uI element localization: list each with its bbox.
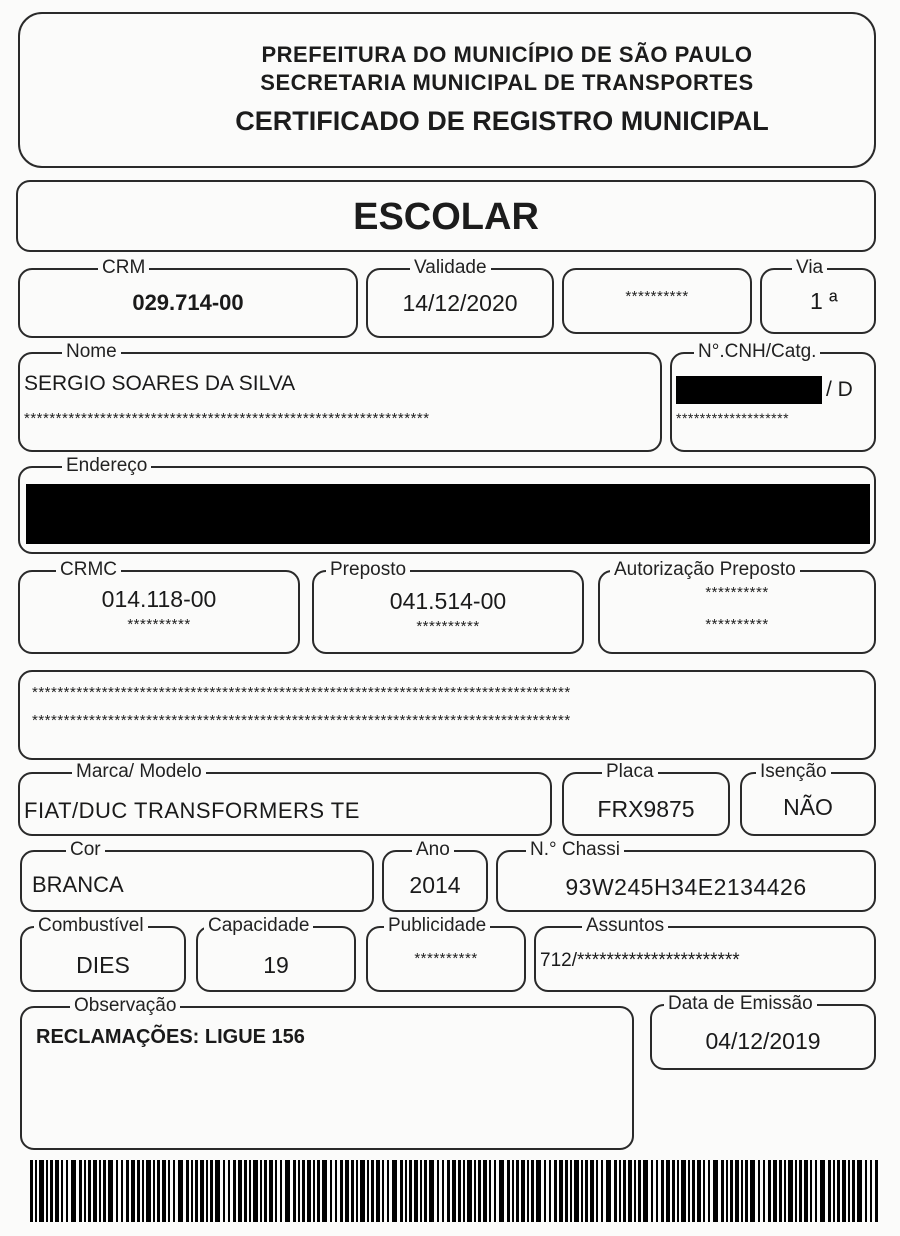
- barcode-bar: [527, 1160, 529, 1222]
- isencao-label: Isenção: [756, 762, 831, 782]
- emissao-value: 04/12/2019: [705, 1028, 821, 1054]
- barcode-bar: [677, 1160, 679, 1222]
- barcode-bar: [768, 1160, 771, 1222]
- barcode-bar: [463, 1160, 465, 1222]
- barcode-bar: [758, 1160, 760, 1222]
- cnh-label: N°.CNH/Catg.: [694, 342, 820, 362]
- publicidade-label: Publicidade: [384, 916, 490, 936]
- barcode-bar: [531, 1160, 534, 1222]
- nome-value: SERGIO SOARES DA SILVA: [24, 372, 296, 395]
- placa-field: [562, 761, 730, 836]
- barcode-bar: [601, 1160, 603, 1222]
- assuntos-value: 712/**********************: [540, 950, 740, 971]
- barcode-bar: [494, 1160, 496, 1222]
- observacao-label: Observação: [70, 996, 180, 1016]
- chassi-value: 93W245H34E2134426: [565, 874, 807, 900]
- barcode-bar: [721, 1160, 724, 1222]
- combustivel-field: [20, 915, 186, 992]
- barcode-bar: [574, 1160, 579, 1222]
- validade-label: Validade: [410, 258, 491, 278]
- endereco-field: [18, 455, 876, 554]
- barcode-bar: [162, 1160, 166, 1222]
- barcode-bar: [142, 1160, 144, 1222]
- barcode-bar: [784, 1160, 786, 1222]
- barcode-bar: [371, 1160, 374, 1222]
- barcode-bar: [745, 1160, 748, 1222]
- barcode-bar: [244, 1160, 247, 1222]
- barcode-bar: [581, 1160, 583, 1222]
- barcode-bar: [206, 1160, 208, 1222]
- nome-stars: ****************************************************************: [24, 410, 430, 427]
- cor-value: BRANCA: [32, 872, 124, 897]
- preposto-stars: **********: [416, 618, 480, 635]
- barcode-bar: [467, 1160, 472, 1222]
- barcode-bar: [536, 1160, 541, 1222]
- barcode-bar: [146, 1160, 151, 1222]
- barcode-bar: [99, 1160, 101, 1222]
- barcode-bar: [559, 1160, 563, 1222]
- barcode-bar: [351, 1160, 354, 1222]
- barcode-bar: [269, 1160, 273, 1222]
- crm-field: [18, 257, 358, 338]
- combustivel-value: DIES: [76, 952, 130, 978]
- barcode-bar: [833, 1160, 835, 1222]
- ano-value: 2014: [409, 872, 461, 898]
- crm-label: CRM: [98, 258, 149, 278]
- barcode-bar: [458, 1160, 461, 1222]
- via-field: [760, 257, 876, 334]
- header-box: [18, 12, 876, 168]
- emissao-field: [650, 993, 876, 1070]
- barcode-bar: [66, 1160, 68, 1222]
- chassi-field: [496, 839, 876, 912]
- autorizacao-stars-2: **********: [705, 616, 769, 633]
- barcode-bar: [565, 1160, 568, 1222]
- barcode-bar: [376, 1160, 380, 1222]
- barcode-bar: [750, 1160, 755, 1222]
- barcode-bar: [387, 1160, 389, 1222]
- barcode-bar: [634, 1160, 636, 1222]
- isencao-field: [740, 761, 876, 836]
- barcode-bar: [820, 1160, 825, 1222]
- barcode-bar: [875, 1160, 878, 1222]
- barcode: [30, 1160, 882, 1222]
- ano-field: [382, 839, 488, 912]
- preposto-field: [312, 559, 584, 654]
- barcode-bar: [238, 1160, 242, 1222]
- crmc-field: [18, 559, 300, 654]
- barcode-bar: [848, 1160, 850, 1222]
- barcode-bar: [298, 1160, 300, 1222]
- validade-field: [366, 257, 554, 338]
- barcode-bar: [703, 1160, 705, 1222]
- barcode-bar: [837, 1160, 840, 1222]
- barcode-bar: [215, 1160, 220, 1222]
- barcode-bar: [828, 1160, 831, 1222]
- barcode-bar: [499, 1160, 504, 1222]
- barcode-bar: [516, 1160, 519, 1222]
- category-title: ESCOLAR: [353, 196, 539, 238]
- barcode-bar: [103, 1160, 106, 1222]
- observacao-field: [20, 995, 634, 1150]
- barcode-bar: [210, 1160, 213, 1222]
- barcode-bar: [730, 1160, 733, 1222]
- barcode-bar: [313, 1160, 315, 1222]
- barcode-bar: [275, 1160, 277, 1222]
- barcode-bar: [507, 1160, 510, 1222]
- barcode-bar: [870, 1160, 872, 1222]
- barcode-bar: [804, 1160, 808, 1222]
- crmc-stars: **********: [127, 616, 191, 633]
- barcode-bar: [55, 1160, 59, 1222]
- barcode-bar: [131, 1160, 135, 1222]
- barcode-bar: [400, 1160, 403, 1222]
- cnh-number-redacted: [676, 376, 822, 404]
- header-line1: PREFEITURA DO MUNICÍPIO DE SÃO PAULO: [261, 42, 753, 67]
- barcode-bar: [614, 1160, 617, 1222]
- barcode-bar: [264, 1160, 267, 1222]
- notes-field: [18, 670, 876, 760]
- barcode-bar: [681, 1160, 686, 1222]
- barcode-bar: [697, 1160, 701, 1222]
- barcode-bar: [280, 1160, 282, 1222]
- barcode-bar: [191, 1160, 193, 1222]
- nome-label: Nome: [62, 342, 121, 362]
- barcode-bar: [489, 1160, 491, 1222]
- barcode-bar: [437, 1160, 439, 1222]
- barcode-bar: [474, 1160, 476, 1222]
- document-title: CERTIFICADO DE REGISTRO MUNICIPAL: [235, 106, 769, 136]
- barcode-bar: [628, 1160, 632, 1222]
- barcode-bar: [228, 1160, 230, 1222]
- barcode-bar: [414, 1160, 418, 1222]
- barcode-bar: [121, 1160, 123, 1222]
- via-label: Via: [792, 258, 827, 278]
- endereco-label: Endereço: [62, 456, 151, 476]
- header-line2: SECRETARIA MUNICIPAL DE TRANSPORTES: [260, 70, 754, 95]
- assuntos-field: [534, 915, 876, 992]
- barcode-bar: [590, 1160, 594, 1222]
- barcode-bar: [253, 1160, 258, 1222]
- autorizacao-label: Autorização Preposto: [610, 560, 800, 580]
- barcode-bar: [512, 1160, 514, 1222]
- endereco-redacted: [26, 484, 870, 544]
- barcode-bar: [773, 1160, 777, 1222]
- barcode-bar: [570, 1160, 572, 1222]
- placa-value: FRX9875: [597, 796, 695, 822]
- barcode-bar: [35, 1160, 37, 1222]
- capacidade-field: [196, 915, 356, 992]
- cnh-field: [670, 341, 876, 452]
- barcode-bar: [661, 1160, 664, 1222]
- barcode-bar: [61, 1160, 63, 1222]
- barcode-bar: [392, 1160, 397, 1222]
- marca-field: [18, 761, 552, 836]
- barcode-bar: [424, 1160, 427, 1222]
- combustivel-label: Combustível: [34, 916, 148, 936]
- barcode-bar: [483, 1160, 487, 1222]
- barcode-bar: [596, 1160, 598, 1222]
- barcode-bar: [865, 1160, 867, 1222]
- barcode-bar: [39, 1160, 44, 1222]
- cor-label: Cor: [66, 840, 105, 860]
- marca-label: Marca/ Modelo: [72, 762, 206, 782]
- barcode-bar: [795, 1160, 797, 1222]
- barcode-bar: [46, 1160, 48, 1222]
- barcode-bar: [382, 1160, 384, 1222]
- preposto-label: Preposto: [326, 560, 410, 580]
- barcode-bar: [360, 1160, 365, 1222]
- barcode-bar: [651, 1160, 653, 1222]
- nome-field: [18, 341, 662, 452]
- barcode-bar: [521, 1160, 525, 1222]
- isencao-value: NÃO: [783, 794, 833, 820]
- barcode-bar: [447, 1160, 450, 1222]
- notes-line-1: *************************************************************************************: [32, 684, 571, 701]
- barcode-bar: [852, 1160, 855, 1222]
- barcode-bar: [153, 1160, 155, 1222]
- barcode-bar: [544, 1160, 546, 1222]
- barcode-bar: [233, 1160, 236, 1222]
- barcode-bar: [478, 1160, 481, 1222]
- masked-value: **********: [625, 288, 689, 305]
- barcode-bar: [857, 1160, 862, 1222]
- barcode-bar: [799, 1160, 802, 1222]
- barcode-bar: [713, 1160, 718, 1222]
- barcode-bar: [71, 1160, 76, 1222]
- autorizacao-stars-1: **********: [705, 584, 769, 601]
- barcode-bar: [356, 1160, 358, 1222]
- via-value: 1 ª: [810, 288, 838, 314]
- barcode-bar: [195, 1160, 198, 1222]
- barcode-bar: [178, 1160, 183, 1222]
- barcode-bar: [157, 1160, 160, 1222]
- barcode-bar: [619, 1160, 621, 1222]
- barcode-bar: [815, 1160, 817, 1222]
- barcode-bar: [200, 1160, 204, 1222]
- barcode-bar: [405, 1160, 407, 1222]
- barcode-bar: [126, 1160, 129, 1222]
- barcode-bar: [88, 1160, 91, 1222]
- publicidade-field: [366, 915, 526, 992]
- chassi-label: N.° Chassi: [526, 840, 624, 860]
- preposto-value: 041.514-00: [389, 588, 507, 614]
- capacidade-value: 19: [263, 952, 289, 978]
- barcode-bar: [420, 1160, 422, 1222]
- crmc-value: 014.118-00: [101, 586, 217, 612]
- validade-value: 14/12/2020: [402, 290, 518, 316]
- barcode-bar: [763, 1160, 765, 1222]
- barcode-bar: [367, 1160, 369, 1222]
- barcode-bar: [692, 1160, 695, 1222]
- barcode-bar: [345, 1160, 349, 1222]
- barcode-bar: [293, 1160, 296, 1222]
- publicidade-value: **********: [414, 950, 478, 967]
- barcode-bar: [330, 1160, 332, 1222]
- barcode-bar: [842, 1160, 846, 1222]
- barcode-bar: [735, 1160, 739, 1222]
- barcode-bar: [108, 1160, 113, 1222]
- placa-label: Placa: [602, 762, 658, 782]
- barcode-bar: [638, 1160, 641, 1222]
- barcode-bar: [93, 1160, 97, 1222]
- barcode-bar: [643, 1160, 648, 1222]
- barcode-bar: [788, 1160, 793, 1222]
- barcode-bar: [672, 1160, 675, 1222]
- barcode-bar: [409, 1160, 412, 1222]
- crm-value: 029.714-00: [132, 290, 244, 315]
- barcode-bar: [779, 1160, 782, 1222]
- barcode-bar: [223, 1160, 225, 1222]
- barcode-bar: [549, 1160, 551, 1222]
- barcode-bar: [810, 1160, 812, 1222]
- barcode-bar: [186, 1160, 189, 1222]
- barcode-bar: [666, 1160, 670, 1222]
- observacao-value: RECLAMAÇÕES: LIGUE 156: [36, 1026, 305, 1048]
- barcode-bar: [302, 1160, 305, 1222]
- barcode-bar: [79, 1160, 82, 1222]
- marca-value: FIAT/DUC TRANSFORMERS TE: [24, 798, 360, 823]
- capacidade-label: Capacidade: [204, 916, 313, 936]
- barcode-bar: [452, 1160, 456, 1222]
- barcode-bar: [429, 1160, 434, 1222]
- barcode-bar: [30, 1160, 33, 1222]
- notes-line-2: *************************************************************************************: [32, 712, 571, 729]
- barcode-bar: [623, 1160, 626, 1222]
- barcode-bar: [84, 1160, 86, 1222]
- barcode-bar: [688, 1160, 690, 1222]
- emissao-label: Data de Emissão: [664, 994, 817, 1014]
- barcode-bar: [606, 1160, 611, 1222]
- barcode-bar: [708, 1160, 710, 1222]
- barcode-bar: [168, 1160, 170, 1222]
- barcode-bar: [249, 1160, 251, 1222]
- assuntos-label: Assuntos: [582, 916, 668, 936]
- barcode-bar: [173, 1160, 175, 1222]
- autorizacao-field: [598, 559, 876, 654]
- ano-label: Ano: [412, 840, 454, 860]
- masked-field: [562, 268, 752, 334]
- barcode-bar: [116, 1160, 118, 1222]
- barcode-bar: [585, 1160, 588, 1222]
- barcode-bar: [335, 1160, 337, 1222]
- barcode-bar: [656, 1160, 658, 1222]
- barcode-bar: [50, 1160, 53, 1222]
- cnh-stars: *******************: [676, 410, 790, 426]
- crmc-label: CRMC: [56, 560, 121, 580]
- barcode-bar: [285, 1160, 290, 1222]
- barcode-bar: [340, 1160, 343, 1222]
- barcode-bar: [137, 1160, 140, 1222]
- cnh-category: / D: [826, 378, 853, 401]
- barcode-bar: [726, 1160, 728, 1222]
- barcode-bar: [307, 1160, 311, 1222]
- cor-field: [20, 839, 374, 912]
- barcode-bar: [260, 1160, 262, 1222]
- barcode-bar: [554, 1160, 557, 1222]
- barcode-bar: [317, 1160, 320, 1222]
- barcode-bar: [322, 1160, 327, 1222]
- barcode-bar: [741, 1160, 743, 1222]
- category-box: [16, 180, 876, 252]
- barcode-bar: [442, 1160, 444, 1222]
